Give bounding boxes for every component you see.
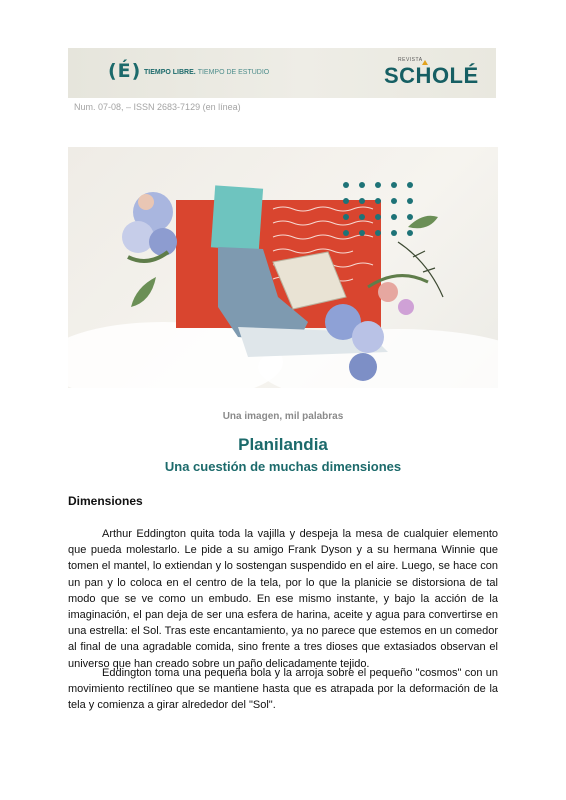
collage-illustration [68, 147, 498, 388]
issn-line: Num. 07-08, – ISSN 2683-7129 (en línea) [74, 102, 241, 112]
fern-branch [398, 242, 443, 297]
brand-label-small: REVISTA [398, 57, 423, 63]
teal-square-head [211, 185, 263, 250]
leaf-left [131, 277, 156, 307]
logo-subtitle: TIEMPO DE ESTUDIO [197, 69, 270, 76]
journal-logo-mark: (É) [108, 60, 142, 82]
journal-header-banner [68, 48, 496, 98]
body-paragraph-2: Eddington toma una pequeña bola y la arroja sobre el pequeño "cosmos" con un movimiento rectilíneo que se mantiene hasta que es atrapada por la deformación de la tela y comienza a girar alrededor del "Sol". [68, 667, 498, 712]
hydrangea-left [122, 192, 177, 261]
section-heading: Dimensiones [68, 494, 143, 508]
article-title: Planilandia [238, 435, 328, 454]
logo-title: TIEMPO LIBRE. [144, 69, 196, 76]
collage-artwork [68, 147, 498, 388]
article-subtitle: Una cuestión de muchas dimensiones [164, 459, 402, 474]
brand-name: SCHOLÉ [384, 63, 479, 88]
body-paragraph-1: Arthur Eddington quita toda la vajilla y despeja la mesa de cualquier elemento que pueda molestarlo. Le pide a su amigo Frank Dyson y a su hermana Winnie que tomen el mantel, lo extiendan y lo sostengan suspendido en el aire. Luego, se hace con un pan y lo coloca en el centro de la tela, por lo que la planicie se distorsiona de tal modo que se ve como un embudo. En ese mismo instante, y bajo la acción de la imaginación, el pan deja de ser una esfera de harina, aceite y agua para convertirse en una estrella: el Sol. Tras este encantamiento, ya no parece que estemos en un comedor al final de una agradable comida, sino frente a tres dioses que extasiados observan el universo que han creado sobre un paño delicadamente tejido. [68, 528, 498, 670]
image-caption: Una imagen, mil palabras [222, 411, 344, 422]
journal-logo-text [144, 69, 269, 76]
